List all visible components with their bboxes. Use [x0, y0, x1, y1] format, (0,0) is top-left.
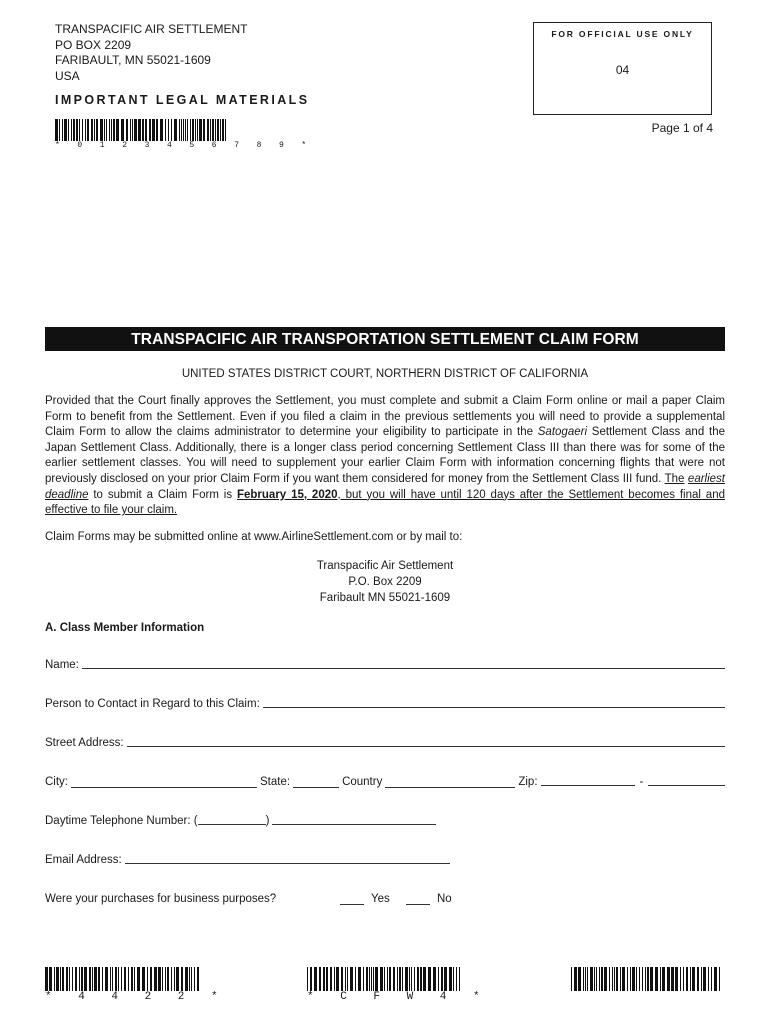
- barcode-bar: [116, 119, 119, 141]
- barcode-bar: [121, 119, 124, 141]
- official-use-value: 04: [615, 63, 630, 77]
- barcode-bar: [162, 967, 163, 991]
- street-label: Street Address:: [45, 737, 124, 749]
- phone-number-field[interactable]: [272, 823, 436, 825]
- zip-label: Zip:: [518, 776, 538, 788]
- barcode-bar: [174, 967, 175, 991]
- barcode-bar: [380, 967, 383, 991]
- city-row: [45, 776, 725, 788]
- barcode-bar: [358, 967, 361, 991]
- deadline-text: to submit a Claim Form is: [88, 488, 237, 501]
- barcode-bar: [158, 967, 161, 991]
- barcode-bar: [683, 967, 684, 991]
- barcode-bar: [85, 119, 86, 141]
- barcode-bars: [571, 967, 724, 991]
- no-checkbox[interactable]: [406, 904, 430, 905]
- barcode-bar: [719, 967, 720, 991]
- barcode-bar: [190, 119, 191, 141]
- barcode-bar: [341, 967, 343, 991]
- barcode-bar: [62, 119, 63, 141]
- satogaeri-term: Satogaeri: [537, 426, 587, 439]
- barcode-bar: [192, 119, 194, 141]
- barcode-bar: [98, 967, 100, 991]
- phone-area-code-field[interactable]: [198, 823, 266, 825]
- top-barcode: [55, 119, 313, 150]
- street-row: [45, 737, 725, 749]
- footer-barcode-right: [571, 967, 724, 991]
- barcode-bar: [363, 967, 364, 991]
- official-use-box: [533, 22, 712, 115]
- barcode-bar: [111, 119, 112, 141]
- barcode-bar: [150, 967, 152, 991]
- barcode-bar: [399, 967, 401, 991]
- mail-address: [245, 558, 525, 606]
- barcode-bar: [87, 119, 89, 141]
- barcode-bar: [66, 967, 68, 991]
- submit-instructions: Claim Forms may be submitted online at www.AirlineSettlement.com or by mail to:: [45, 531, 463, 543]
- barcode-bar: [630, 967, 631, 991]
- barcode-bar: [622, 967, 625, 991]
- barcode-bar: [369, 967, 370, 991]
- barcode-bar: [444, 967, 447, 991]
- barcode-bar: [314, 967, 317, 991]
- phone-label: Daytime Telephone Number: (: [45, 815, 198, 827]
- barcode-bar: [601, 967, 603, 991]
- barcode-bar: [583, 967, 584, 991]
- barcode-bar: [414, 967, 415, 991]
- address-line: TRANSPACIFIC AIR SETTLEMENT: [55, 22, 248, 36]
- barcode-bar: [71, 119, 72, 141]
- barcode-bar: [49, 967, 52, 991]
- barcode-bar: [171, 119, 172, 141]
- barcode-bar: [345, 967, 346, 991]
- intro-text: Settlement Class and the Japan Settlement Class. Additionally, there is a longer class period concerning Settlement Class III than there was for some of the earlier settlement classes. You will need to supplement your earlier Claim Form with information concerning flights that were not previously disclosed on your prior Claim Form if you want them considered for money from the Settlement Class III fund.: [45, 426, 725, 485]
- barcode-bar: [375, 967, 378, 991]
- barcode-bar: [96, 119, 98, 141]
- name-field[interactable]: [82, 667, 725, 669]
- barcode-bar: [433, 967, 436, 991]
- barcode-bar: [319, 967, 321, 991]
- barcode-bar: [62, 967, 64, 991]
- barcode-bar: [596, 967, 597, 991]
- form-title: TRANSPACIFIC AIR TRANSPORTATION SETTLEMENT CLAIM FORM: [45, 327, 725, 351]
- state-label: State:: [260, 776, 291, 788]
- zip-dash: -: [639, 776, 644, 788]
- country-field[interactable]: [385, 786, 515, 788]
- barcode-bar: [384, 967, 385, 991]
- barcode-bars: [307, 967, 462, 991]
- barcode-bar: [181, 119, 182, 141]
- barcode-bar: [113, 119, 115, 141]
- barcode-bar: [189, 967, 190, 991]
- barcode-bar: [326, 967, 328, 991]
- name-label: Name:: [45, 659, 79, 671]
- barcode-bar: [176, 967, 179, 991]
- barcode-bar: [82, 119, 83, 141]
- barcode-bar: [417, 967, 419, 991]
- deadline-date: February 15, 2020: [236, 488, 338, 501]
- barcode-bar: [347, 967, 348, 991]
- intro-text: Provided that the Court finally approves the Settlement, you must complete and submit a Claim Form online or mail a paper Claim Form to benefit from the Settlement. Even if you filed a claim in the previous settlements you will need to provide a supplemental Claim Form to allow the claims administrator to determine your eligibility to participate in the: [45, 395, 725, 439]
- city-field[interactable]: [71, 786, 257, 788]
- address-line: USA: [55, 68, 80, 83]
- barcode-bar: [614, 967, 615, 991]
- barcode-bar: [590, 967, 593, 991]
- barcode-text: * 4 4 2 2 *: [45, 991, 228, 1003]
- business-row: [45, 893, 452, 905]
- barcode-bar: [438, 967, 439, 991]
- barcode-bar: [711, 967, 712, 991]
- barcode-bar: [366, 967, 368, 991]
- barcode-bar: [627, 967, 628, 991]
- city-label: City:: [45, 776, 68, 788]
- barcode-bar: [81, 967, 83, 991]
- zip-ext-field[interactable]: [648, 784, 725, 786]
- barcode-bar: [350, 967, 353, 991]
- barcode-bar: [130, 119, 131, 141]
- barcode-bar: [92, 967, 93, 991]
- phone-paren: ): [265, 815, 270, 827]
- barcode-bar: [167, 967, 169, 991]
- business-question: Were your purchases for business purposes?: [45, 893, 277, 905]
- barcode-bar: [126, 119, 128, 141]
- barcode-bar: [72, 967, 73, 991]
- barcode-bar: [94, 119, 95, 141]
- section-a-heading: A. Class Member Information: [45, 622, 205, 634]
- barcode-bars: [55, 119, 230, 141]
- barcode-bar: [195, 119, 196, 141]
- barcode-bar: [145, 119, 147, 141]
- barcode-bar: [197, 119, 198, 141]
- barcode-bar: [459, 967, 460, 991]
- street-field[interactable]: [127, 745, 725, 747]
- barcode-bar: [54, 967, 55, 991]
- barcode-bar: [612, 967, 613, 991]
- barcode-bar: [64, 119, 67, 141]
- barcode-bar: [647, 967, 649, 991]
- barcode-bar: [191, 967, 192, 991]
- barcode-bar: [147, 967, 148, 991]
- name-row: [45, 659, 725, 671]
- barcode-bar: [203, 119, 205, 141]
- barcode-bar: [639, 967, 640, 991]
- mail-line: Transpacific Air Settlement: [316, 560, 454, 572]
- page-indicator: Page 1 of 4: [651, 121, 713, 135]
- barcode-bar: [142, 119, 144, 141]
- address-line: FARIBAULT, MN 55021-1609: [55, 53, 211, 67]
- barcode-bar: [75, 967, 77, 991]
- phone-row: [45, 815, 436, 827]
- barcode-bar: [185, 119, 186, 141]
- barcode-bar: [650, 967, 653, 991]
- barcode-bar: [355, 967, 356, 991]
- barcode-bar: [387, 967, 388, 991]
- barcode-bar: [79, 967, 80, 991]
- barcode-bar: [323, 967, 325, 991]
- barcode-bar: [405, 967, 408, 991]
- barcode-bar: [692, 967, 695, 991]
- barcode-bar: [156, 119, 158, 141]
- barcode-bar: [667, 967, 670, 991]
- barcode-bar: [199, 119, 202, 141]
- barcode-bar: [112, 967, 113, 991]
- return-address: [55, 22, 247, 84]
- yes-label: Yes: [371, 893, 390, 905]
- barcode-bar: [604, 967, 607, 991]
- barcode-bar: [168, 119, 169, 141]
- barcode-bar: [680, 967, 681, 991]
- barcode-bar: [76, 119, 78, 141]
- barcode-bar: [307, 967, 308, 991]
- barcode-bar: [409, 967, 410, 991]
- barcode-bar: [220, 119, 221, 141]
- barcode-bar: [393, 967, 395, 991]
- barcode-bar: [336, 967, 339, 991]
- barcode-bar: [179, 119, 180, 141]
- barcode-bar: [138, 119, 141, 141]
- barcode-bar: [104, 119, 105, 141]
- barcode-bar: [708, 967, 709, 991]
- barcode-bar: [89, 967, 91, 991]
- contact-field[interactable]: [263, 706, 725, 708]
- footer-barcode-middle: [307, 967, 490, 1003]
- deadline-text: , but you will have until 120 days after the Settlement becomes final and effective to file your claim.: [45, 488, 725, 517]
- barcode-bar: [449, 967, 452, 991]
- barcode-bar: [45, 967, 48, 991]
- yes-checkbox[interactable]: [340, 904, 364, 905]
- barcode-bar: [686, 967, 688, 991]
- state-field[interactable]: [293, 786, 339, 788]
- intro-paragraph: [45, 394, 725, 519]
- barcode-bar: [675, 967, 678, 991]
- barcode-bar: [330, 967, 332, 991]
- barcode-bar: [160, 119, 163, 141]
- barcode-bar: [84, 967, 87, 991]
- barcode-bar: [571, 967, 572, 991]
- barcode-bar: [222, 119, 224, 141]
- barcode-bar: [453, 967, 454, 991]
- barcode-bar: [109, 119, 110, 141]
- barcode-bar: [183, 119, 184, 141]
- deadline-text: The: [664, 472, 685, 485]
- barcode-bar: [642, 967, 643, 991]
- barcode-bar: [660, 967, 661, 991]
- barcode-bar: [115, 967, 117, 991]
- country-label: Country: [342, 776, 383, 788]
- official-use-label: FOR OFFICIAL USE ONLY: [551, 29, 694, 39]
- barcode-bar: [197, 967, 199, 991]
- barcode-bar: [310, 967, 312, 991]
- barcode-bar: [185, 967, 188, 991]
- barcode-bar: [616, 967, 618, 991]
- barcode-bar: [212, 119, 214, 141]
- barcode-bar: [165, 119, 166, 141]
- barcode-bar: [91, 119, 93, 141]
- barcode-text: * 0 1 2 3 4 5 6 7 8 9 *: [55, 141, 313, 150]
- barcode-bar: [714, 967, 717, 991]
- barcode-bar: [662, 967, 665, 991]
- barcode-bar: [194, 967, 195, 991]
- barcode-bar: [371, 967, 372, 991]
- barcode-bar: [134, 119, 137, 141]
- footer-barcode-left: [45, 967, 228, 1003]
- barcode-bar: [420, 967, 422, 991]
- barcode-bar: [100, 119, 103, 141]
- address-line: PO BOX 2209: [55, 37, 132, 52]
- email-label: Email Address:: [45, 854, 122, 866]
- email-field[interactable]: [125, 862, 450, 864]
- barcode-bar: [128, 967, 129, 991]
- barcode-bar: [428, 967, 431, 991]
- contact-label: Person to Contact in Regard to this Claim:: [45, 698, 260, 710]
- email-row: [45, 854, 450, 866]
- barcode-bar: [165, 967, 166, 991]
- barcode-bar: [131, 967, 133, 991]
- legal-heading: IMPORTANT LEGAL MATERIALS: [55, 93, 310, 107]
- barcode-text: * C F W 4 *: [307, 991, 490, 1003]
- barcode-bar: [671, 967, 674, 991]
- barcode-bar: [59, 119, 60, 141]
- barcode-bar: [701, 967, 702, 991]
- barcode-bar: [441, 967, 443, 991]
- barcode-bar: [578, 967, 581, 991]
- barcode-bar: [645, 967, 646, 991]
- barcode-bar: [105, 967, 108, 991]
- barcode-bar: [134, 967, 135, 991]
- barcode-bar: [171, 967, 172, 991]
- barcode-bar: [149, 119, 151, 141]
- barcode-bar: [69, 967, 70, 991]
- barcode-bar: [121, 967, 122, 991]
- barcode-bar: [142, 967, 145, 991]
- barcode-bar: [217, 119, 219, 141]
- barcode-bar: [124, 967, 126, 991]
- barcode-bar: [632, 967, 635, 991]
- barcode-bar: [187, 119, 188, 141]
- barcode-bar: [411, 967, 412, 991]
- barcode-bar: [110, 967, 111, 991]
- barcode-bar: [55, 119, 58, 141]
- barcode-bar: [102, 967, 103, 991]
- barcode-bar: [132, 119, 133, 141]
- barcode-bar: [690, 967, 691, 991]
- barcode-bar: [655, 967, 658, 991]
- mail-line: P.O. Box 2209: [348, 576, 422, 588]
- barcode-bar: [154, 967, 157, 991]
- zip-field[interactable]: [541, 784, 635, 786]
- barcode-bar: [594, 967, 595, 991]
- barcode-bar: [181, 967, 183, 991]
- barcode-bar: [334, 967, 335, 991]
- barcode-bar: [68, 119, 69, 141]
- barcode-bar: [210, 119, 211, 141]
- barcode-bar: [174, 119, 177, 141]
- barcode-bar: [703, 967, 706, 991]
- barcode-bar: [79, 119, 80, 141]
- barcode-bar: [60, 967, 61, 991]
- barcode-bar: [118, 967, 119, 991]
- barcode-bar: [207, 119, 209, 141]
- barcode-bar: [373, 967, 374, 991]
- barcode-bar: [215, 119, 216, 141]
- barcode-bar: [599, 967, 600, 991]
- barcode-bar: [225, 119, 226, 141]
- barcode-bar: [106, 119, 107, 141]
- contact-row: [45, 698, 725, 710]
- no-label: No: [437, 893, 452, 905]
- barcode-bar: [697, 967, 699, 991]
- barcode-bar: [587, 967, 588, 991]
- barcode-bar: [56, 967, 59, 991]
- barcode-bars: [45, 967, 200, 991]
- barcode-bar: [585, 967, 586, 991]
- barcode-bar: [389, 967, 391, 991]
- mail-line: Faribault MN 55021-1609: [319, 592, 451, 604]
- barcode-bar: [73, 119, 75, 141]
- deadline-label: earliest deadline: [45, 472, 725, 501]
- barcode-bar: [397, 967, 398, 991]
- barcode-bar: [609, 967, 610, 991]
- barcode-bar: [137, 967, 140, 991]
- barcode-bar: [402, 967, 403, 991]
- barcode-bar: [636, 967, 637, 991]
- barcode-bar: [423, 967, 426, 991]
- barcode-bar: [152, 119, 155, 141]
- barcode-bar: [94, 967, 97, 991]
- barcode-bar: [620, 967, 621, 991]
- barcode-bar: [456, 967, 457, 991]
- barcode-bar: [574, 967, 577, 991]
- court-name: UNITED STATES DISTRICT COURT, NORTHERN DISTRICT OF CALIFORNIA: [181, 368, 589, 380]
